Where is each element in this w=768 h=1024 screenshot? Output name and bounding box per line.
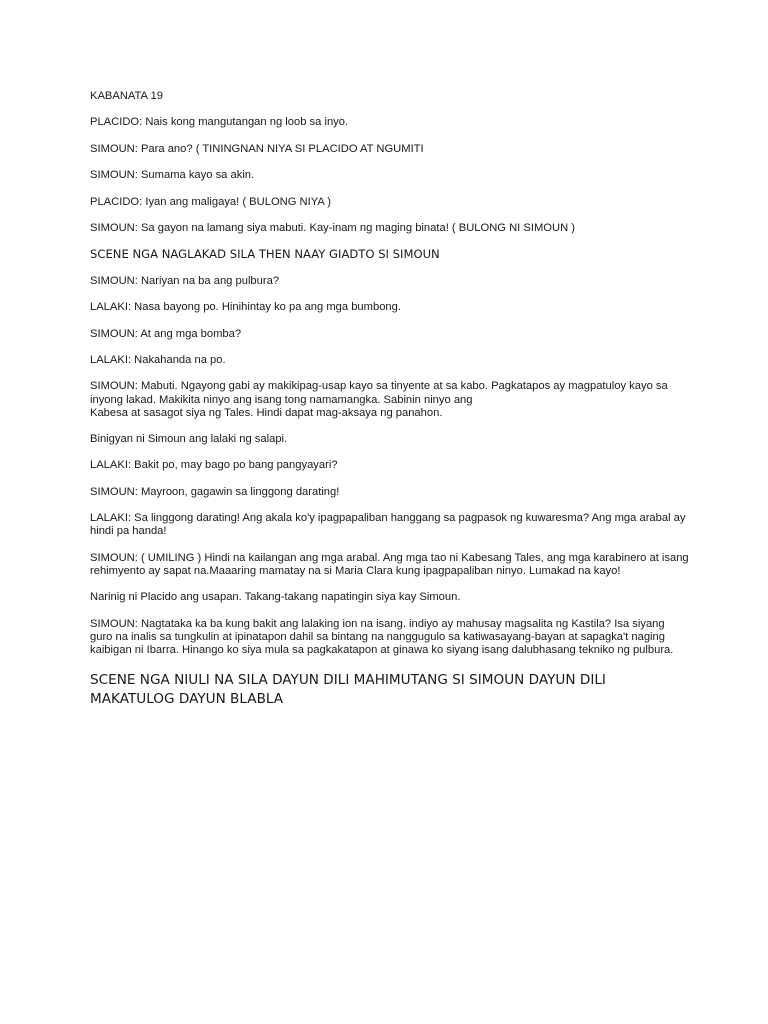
dialogue-line: SIMOUN: Sumama kayo sa akin. [90,169,255,182]
dialogue-line: SIMOUN: Nariyan na ba ang pulbura? [90,274,280,287]
dialogue-line: LALAKI: Nasa bayong po. Hinihintay ko pa ang mga bumbong. [90,301,401,314]
dialogue-line: SIMOUN: Sa gayon na lamang siya mabuti. Kay-inam ng maging binata! ( BULONG NI SIMOUN ) [90,221,575,234]
document-page [90,90,690,709]
dialogue-line: SIMOUN: ( UMILING ) Hindi na kailangan ang mga arabal. Ang mga tao ni Kabesang Tales, ang mga karabinero at isang rehimyento ay sapat na.Maaaring mamatay na si Maria Clara kung ipagpapaliban ninyo. Lumakad na kayo! [90,551,689,578]
dialogue-line: PLACIDO: Nais kong mangutangan ng loob sa inyo. [90,116,349,129]
dialogue-line: LALAKI: Bakit po, may bago po bang pangyayari? [90,459,338,472]
dialogue-line: LALAKI: Sa linggong darating! Ang akala ko'y ipagpapaliban hanggang sa pagpasok ng kuwaresma? Ang mga arabal ay hindi pa handa! [90,512,686,538]
dialogue-line: PLACIDO: Iyan ang maligaya! ( BULONG NIYA ) [90,195,332,208]
narration-line: Narinig ni Placido ang usapan. Takang-takang napatingin siya kay Simoun. [90,591,461,604]
dialogue-line: SIMOUN: Nagtataka ka ba kung bakit ang lalaking ion na isang. indiyo ay mahusay magsalita ng Kastila? Isa siyang guro na inalis sa tungkulin at ipinatapon dahil sa bintang na nanggugulo sa katiwasayang-bayan at sapagka't naging kaibigan ni Ibarra. Hinango ko siya mula sa pagkakatapon at ginawa ko siyang isang dalubhasang tekniko ng pulbura. [90,617,674,657]
dialogue-line: SIMOUN: Mayroon, gagawin sa linggong darating! [90,485,340,498]
scene-heading: SCENE NGA NAGLAKAD SILA THEN NAAY GIADTO SI SIMOUN [90,247,440,262]
dialogue-line: SIMOUN: Mabuti. Ngayong gabi ay makikipag-usap kayo sa tinyente at sa kabo. Pagkatapos ay magpatuloy kayo sa inyong lakad. Makikita ninyo ang isang tong namamangka. Sabinin ninyo ang Kabesa at sasagot siya ng Tales. Hindi dapat mag-aksaya ng panahon. [90,380,668,419]
dialogue-line: SIMOUN: Para ano? ( TININGNAN NIYA SI PLACIDO AT NGUMITI [90,142,424,155]
dialogue-line: SIMOUN: At ang mga bomba? [90,327,242,340]
closing-scene-heading: SCENE NGA NIULI NA SILA DAYUN DILI MAHIMUTANG SI SIMOUN DAYUN DILI MAKATULOG DAYUN BLABLA [90,671,606,707]
chapter-title: KABANATA 19 [90,90,163,102]
dialogue-line: LALAKI: Nakahanda na po. [90,353,226,366]
narration-line: Binigyan ni Simoun ang lalaki ng salapi. [90,433,288,446]
